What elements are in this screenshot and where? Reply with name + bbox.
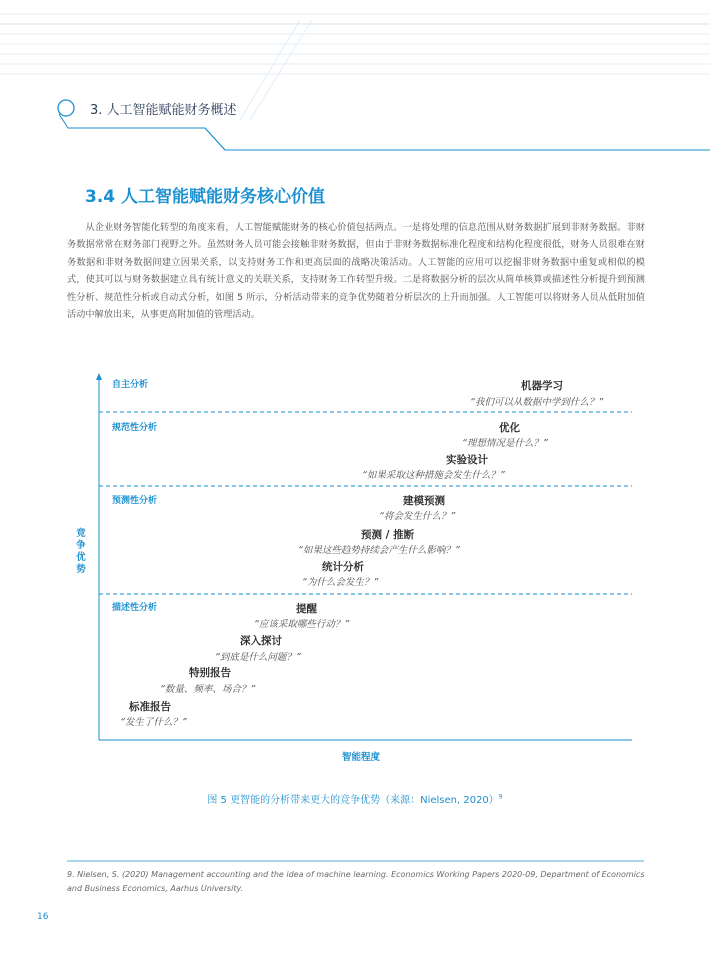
x-axis-label: 智能程度: [342, 752, 381, 763]
section-title: 3.4 人工智能赋能财务核心价值: [85, 187, 326, 207]
y-axis-label: 竞争优势: [76, 528, 86, 575]
item-title: 特别报告: [189, 667, 231, 679]
figure-caption: [0, 791, 710, 806]
item-question: “如果这些趋势持续会产生什么影响？”: [298, 545, 460, 556]
footnote: 9. Nielsen, S. (2020) Management accounting and the idea of machine learning. Economics Working Papers 2020-09, Department of Economics and Business Economics, Aarhus University.: [67, 870, 645, 893]
item-title: 深入探讨: [240, 635, 282, 647]
item-question: “如果采取这种措施会发生什么？”: [362, 470, 505, 481]
item-question: “数量、频率、场合？”: [160, 684, 256, 695]
header-rule: [59, 114, 710, 150]
item-question: “将会发生什么？”: [379, 511, 456, 522]
band-label: 预测性分析: [112, 496, 158, 506]
item-title: 提醒: [296, 603, 317, 615]
item-title: 标准报告: [129, 701, 171, 713]
item-question: “应该采取哪些行动？”: [254, 619, 350, 630]
body-paragraph: 从企业财务智能化转型的角度来看，人工智能赋能财务的核心价值包括两点。一是将处理的信息范围从财务数据扩展到非财务数据。非财务数据常常在财务部门视野之外。虽然财务人员可能会接触非财务数据，但由于非财务数据标准化程度和结构化程度很低，财务人员很难在财务数据和非财务数据间建立因果关系，以支持财务工作和更高层面的战略决策活动。人工智能的应用可以挖掘非财务数据中重复或相似的模式，使其可以与财务数据建立具有统计意义的关联关系，支持财务工作转型升级。二是将数据分析的层次从简单核算或描述性分析提升到预测性分析、规范性分析或自动式分析，如图 5 所示，分析活动带来的竞争优势随着分析层次的上升而加强。人工智能可以将财务人员从低附加值活动中解放出来，从事更高附加值的管理活动。: [67, 222, 645, 321]
band-label: 规范性分析: [112, 423, 158, 433]
item-title: 预测 / 推断: [361, 529, 415, 541]
item-question: “理想情况是什么？”: [462, 438, 548, 449]
item-title: 统计分析: [322, 561, 364, 573]
item-question: “到底是什么问题？”: [215, 652, 301, 663]
page-number: 16: [37, 912, 49, 922]
item-question: “发生了什么？”: [120, 717, 187, 728]
item-question: “我们可以从数据中学到什么？”: [470, 397, 604, 408]
item-title: 机器学习: [521, 380, 563, 392]
band-label: 描述性分析: [112, 603, 158, 613]
header-circle-icon: [58, 100, 74, 116]
item-title: 建模预测: [403, 495, 445, 507]
header-decoration: [0, 0, 710, 160]
item-question: “为什么会发生？”: [302, 577, 379, 588]
item-title: 实验设计: [446, 454, 488, 466]
band-label: 自主分析: [112, 380, 149, 390]
section-header-title: 3. 人工智能赋能财务概述: [90, 103, 237, 118]
figure-caption-ref: 9: [498, 793, 503, 801]
y-axis-arrow-icon: [96, 373, 102, 380]
figure-caption-text: 图 5 更智能的分析带来更大的竞争优势（来源：Nielsen, 2020）: [207, 795, 499, 806]
item-title: 优化: [499, 422, 520, 434]
